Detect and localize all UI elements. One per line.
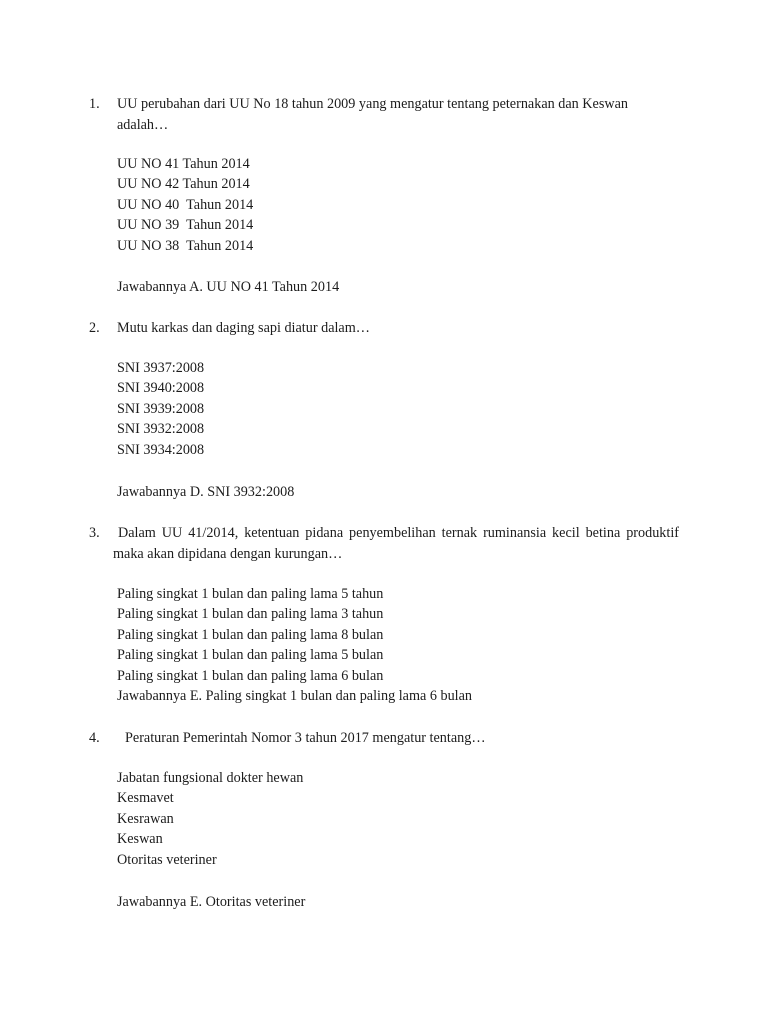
option-list xyxy=(117,584,383,686)
question-number: 4. xyxy=(89,730,100,746)
option-item: SNI 3934:2008 xyxy=(117,441,205,458)
option-item: Paling singkat 1 bulan dan paling lama 5 bulan xyxy=(117,647,384,664)
option-item: SNI 3940:2008 xyxy=(117,380,205,397)
option-item: Paling singkat 1 bulan dan paling lama 5 tahun xyxy=(117,586,384,602)
question-number: 1. xyxy=(89,96,100,112)
option-list xyxy=(117,358,204,460)
answer-text: Jawabannya D. SNI 3932:2008 xyxy=(117,484,295,500)
option-item: Paling singkat 1 bulan dan paling lama 6 bulan xyxy=(117,667,384,684)
question-text: Mutu karkas dan daging sapi diatur dalam… xyxy=(117,320,370,336)
option-item: Kesrawan xyxy=(117,810,174,827)
option-item: UU NO 38 Tahun 2014 xyxy=(117,237,254,254)
option-item: SNI 3932:2008 xyxy=(117,421,205,438)
option-item: Keswan xyxy=(117,831,163,848)
option-item: Kesmavet xyxy=(117,790,174,807)
question-number: 2. xyxy=(89,320,100,336)
option-item: UU NO 39 Tahun 2014 xyxy=(117,217,254,234)
option-list xyxy=(117,768,303,870)
question-text: Peraturan Pemerintah Nomor 3 tahun 2017 mengatur tentang… xyxy=(125,730,486,746)
option-item: UU NO 42 Tahun 2014 xyxy=(117,176,250,193)
question-text: UU perubahan dari UU No 18 tahun 2009 yang mengatur tentang peternakan dan Keswan adalah… xyxy=(117,96,628,133)
option-item: SNI 3939:2008 xyxy=(117,400,205,417)
answer-text: Jawabannya A. UU NO 41 Tahun 2014 xyxy=(117,279,340,295)
option-item: Jabatan fungsional dokter hewan xyxy=(117,770,304,786)
answer-text: Jawabannya E. Otoritas veteriner xyxy=(117,894,306,910)
option-item: UU NO 41 Tahun 2014 xyxy=(117,156,250,172)
option-item: Paling singkat 1 bulan dan paling lama 3 tahun xyxy=(117,606,384,623)
option-item: Paling singkat 1 bulan dan paling lama 8 bulan xyxy=(117,626,384,643)
option-item: SNI 3937:2008 xyxy=(117,360,205,376)
option-item: UU NO 40 Tahun 2014 xyxy=(117,196,254,213)
question-text: Dalam UU 41/2014, ketentuan pidana penyembelihan ternak ruminansia kecil betina produktif maka akan dipidana dengan kurungan… xyxy=(113,525,679,562)
option-list xyxy=(117,154,253,256)
answer-text: Jawabannya E. Paling singkat 1 bulan dan paling lama 6 bulan xyxy=(117,688,472,704)
option-item: Otoritas veteriner xyxy=(117,851,217,868)
question-number: 3. xyxy=(89,525,100,541)
